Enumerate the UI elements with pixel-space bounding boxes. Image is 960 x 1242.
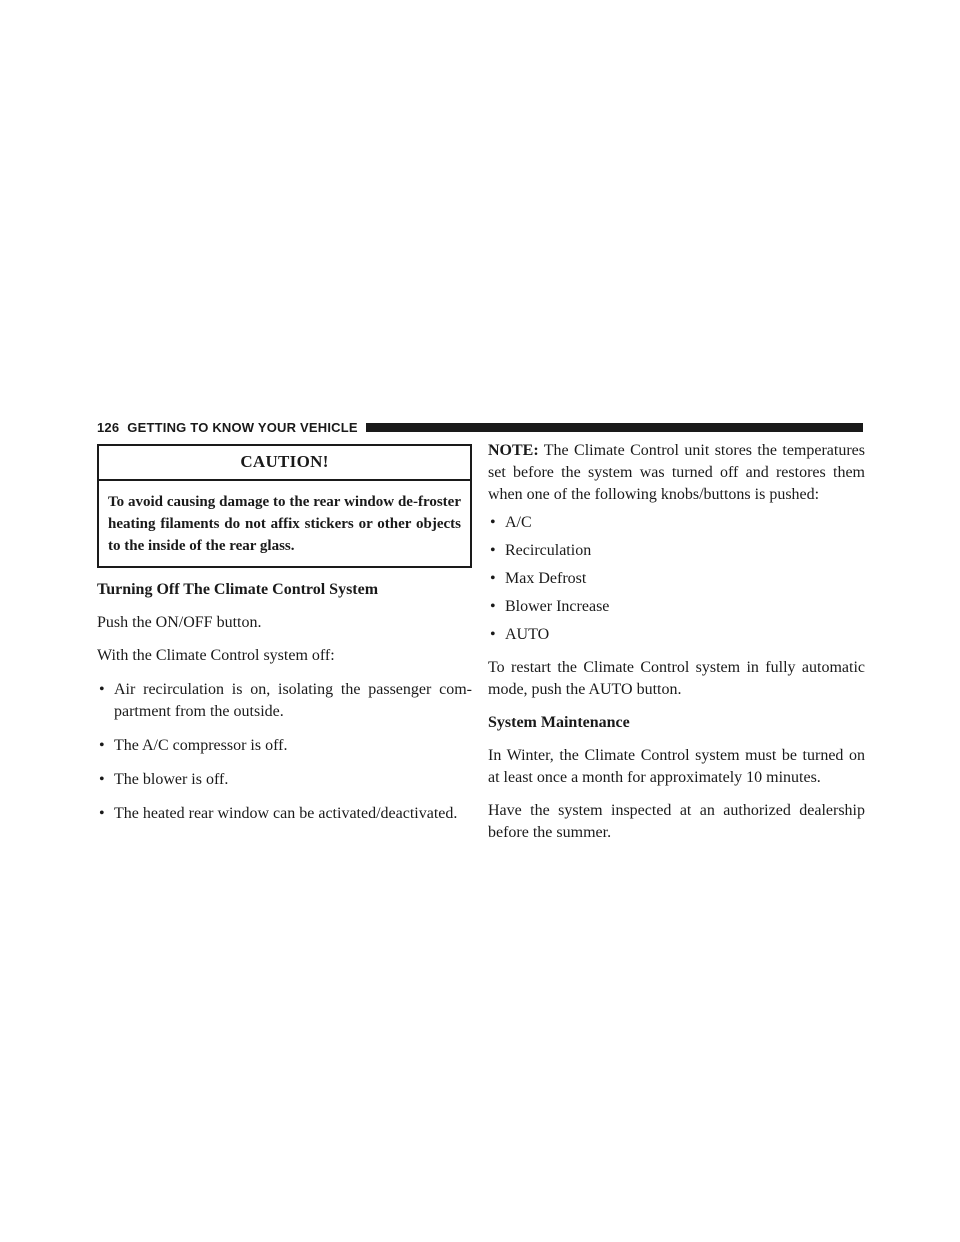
note-paragraph xyxy=(488,440,865,506)
note-label: NOTE: xyxy=(488,442,539,459)
bullet-icon: • xyxy=(99,681,105,698)
maintenance-paragraph-2: Have the system inspected at an authorized dealership before the summer. xyxy=(488,802,865,841)
caution-text: To avoid causing damage to the rear window de-froster heating filaments do not affix stickers or other objects to the inside of the rear glass. xyxy=(108,494,461,554)
header-rule xyxy=(366,423,863,432)
caution-box xyxy=(97,444,472,568)
list-item-text: Max Defrost xyxy=(505,570,587,587)
page-header xyxy=(97,418,863,436)
list-item-text: Recirculation xyxy=(505,542,592,559)
bullet-icon: • xyxy=(490,570,496,587)
list-item xyxy=(97,679,472,723)
list-item xyxy=(97,735,472,757)
right-column xyxy=(488,440,865,844)
list-item-text: A/C xyxy=(505,514,532,531)
bullet-icon: • xyxy=(490,514,496,531)
note-text: The Climate Control unit stores the temperatures set before the system was turned off and restores them when one of the following knobs/buttons is pushed: xyxy=(488,442,865,503)
list-item xyxy=(488,624,865,646)
list-item xyxy=(488,568,865,590)
knobs-list xyxy=(488,512,865,646)
list-item xyxy=(488,512,865,534)
maintenance-paragraph-1: In Winter, the Climate Control system must be turned on at least once a month for approximately 10 minutes. xyxy=(488,747,865,786)
list-item-text: Air recirculation is on, isolating the passenger com-partment from the outside. xyxy=(114,681,472,720)
bullet-icon: • xyxy=(490,542,496,559)
list-item-text: The blower is off. xyxy=(114,771,229,788)
list-item xyxy=(488,596,865,618)
caution-title: CAUTION! xyxy=(99,446,470,481)
turning-off-heading: Turning Off The Climate Control System xyxy=(97,581,379,598)
section-title: GETTING TO KNOW YOUR VEHICLE xyxy=(127,419,358,435)
bullet-icon: • xyxy=(99,771,105,788)
system-off-intro: With the Climate Control system off: xyxy=(97,647,335,664)
list-item-text: AUTO xyxy=(505,626,550,643)
list-item-text: The heated rear window can be activated/deactivated. xyxy=(114,805,458,822)
bullet-icon: • xyxy=(99,805,105,822)
list-item xyxy=(97,803,472,825)
page-number: 126 xyxy=(97,419,120,435)
list-item-text: Blower Increase xyxy=(505,598,610,615)
system-off-list xyxy=(97,679,472,825)
list-item xyxy=(97,769,472,791)
restart-paragraph: To restart the Climate Control system in fully automatic mode, push the AUTO button. xyxy=(488,659,865,698)
bullet-icon: • xyxy=(490,598,496,615)
maintenance-heading: System Maintenance xyxy=(488,714,630,731)
list-item xyxy=(488,540,865,562)
bullet-icon: • xyxy=(99,737,105,754)
bullet-icon: • xyxy=(490,626,496,643)
left-column xyxy=(97,444,472,825)
list-item-text: The A/C compressor is off. xyxy=(114,737,288,754)
push-on-off-paragraph: Push the ON/OFF button. xyxy=(97,614,262,631)
